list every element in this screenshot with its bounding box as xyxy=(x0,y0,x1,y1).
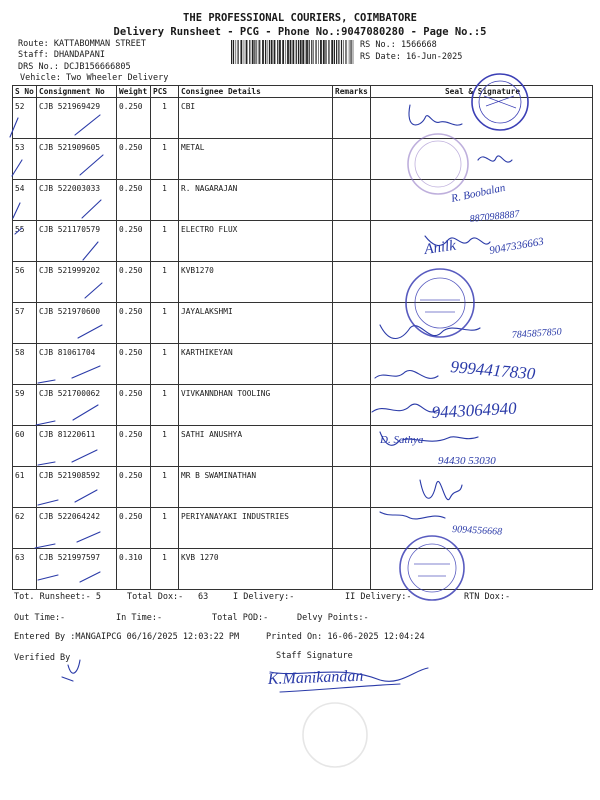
remarks-cell xyxy=(333,385,371,426)
delivery-table xyxy=(12,85,593,590)
seal-signature-cell xyxy=(371,262,593,303)
pieces-cell: 1 xyxy=(151,549,179,590)
out-time-label: Out Time:- xyxy=(14,613,66,623)
barcode-bar xyxy=(287,40,289,64)
barcode-bar xyxy=(334,40,335,64)
seal-signature-cell xyxy=(371,467,593,508)
total-runsheet: Tot. Runsheet:- 5 xyxy=(14,592,101,602)
col-header-pcs: PCS xyxy=(151,86,179,98)
table-row xyxy=(13,385,593,426)
pieces-cell: 1 xyxy=(151,303,179,344)
barcode-bar xyxy=(236,40,237,64)
rs-date: RS Date: 16-Jun-2025 xyxy=(360,52,463,62)
consignment-number-cell: CJB 521700062 xyxy=(37,385,117,426)
barcode-bar xyxy=(323,40,325,64)
pieces-cell: 1 xyxy=(151,467,179,508)
weight-cell: 0.310 xyxy=(117,549,151,590)
seal-signature-cell xyxy=(371,98,593,139)
barcode-bar xyxy=(254,40,255,64)
remarks-cell xyxy=(333,303,371,344)
barcode-bar xyxy=(249,40,250,64)
seal-signature-cell xyxy=(371,549,593,590)
handwritten-name-60: D. Sathya xyxy=(380,434,424,446)
remarks-cell xyxy=(333,508,371,549)
table-row xyxy=(13,549,593,590)
seal-signature-cell xyxy=(371,426,593,467)
col-header-remarks: Remarks xyxy=(333,86,371,98)
barcode-bar xyxy=(305,40,306,64)
barcode-bar xyxy=(292,40,294,64)
table-row xyxy=(13,426,593,467)
barcode-bar xyxy=(313,40,314,64)
barcode-bar xyxy=(328,40,329,64)
barcode-bar xyxy=(265,40,266,64)
handwritten-phone-55: 9047336663 xyxy=(488,235,545,257)
serial-number-cell: 58 xyxy=(13,344,37,385)
stamp-seal xyxy=(303,703,367,767)
handwritten-name-54: R. Boobalan xyxy=(450,181,507,205)
weight-cell: 0.250 xyxy=(117,139,151,180)
barcode-bar xyxy=(320,40,322,64)
serial-number-cell: 55 xyxy=(13,221,37,262)
consignee-cell: PERIYANAYAKI INDUSTRIES xyxy=(179,508,333,549)
serial-number-cell: 63 xyxy=(13,549,37,590)
barcode-bar xyxy=(341,40,342,64)
barcode-bar xyxy=(238,40,239,64)
serial-number-cell: 62 xyxy=(13,508,37,549)
consignee-cell: KARTHIKEYAN xyxy=(179,344,333,385)
runsheet-title: Delivery Runsheet - PCG - Phone No.:9047080280 - Page No.:5 xyxy=(113,26,487,38)
consignee-cell: JAYALAKSHMI xyxy=(179,303,333,344)
serial-number-cell: 53 xyxy=(13,139,37,180)
barcode-bar xyxy=(244,40,245,64)
pieces-cell: 1 xyxy=(151,221,179,262)
weight-cell: 0.250 xyxy=(117,344,151,385)
seal-signature-cell xyxy=(371,344,593,385)
col-header-sno: S No xyxy=(13,86,37,98)
barcode-bar xyxy=(252,40,254,64)
total-dox-label: Total Dox:- xyxy=(127,592,184,602)
table-row xyxy=(13,303,593,344)
table-row xyxy=(13,180,593,221)
barcode-bar xyxy=(346,40,347,64)
consignment-number-cell: CJB 521969429 xyxy=(37,98,117,139)
barcode-bar xyxy=(290,40,292,64)
weight-cell: 0.250 xyxy=(117,508,151,549)
barcode-bar xyxy=(345,40,346,64)
remarks-cell xyxy=(333,180,371,221)
weight-cell: 0.250 xyxy=(117,303,151,344)
barcode-bar xyxy=(309,40,310,64)
table-row xyxy=(13,508,593,549)
barcode-bar xyxy=(318,40,319,64)
seal-signature-cell xyxy=(371,508,593,549)
barcode-bar xyxy=(258,40,259,64)
table-row xyxy=(13,467,593,508)
handwritten-name-55: Anilk xyxy=(423,237,457,258)
barcode-bar xyxy=(311,40,312,64)
barcode-bar xyxy=(269,40,270,64)
consignment-number-cell: CJB 521908592 xyxy=(37,467,117,508)
consignee-cell: MR B SWAMINATHAN xyxy=(179,467,333,508)
barcode-bar xyxy=(306,40,308,64)
seal-signature-cell xyxy=(371,303,593,344)
consignee-cell: SATHI ANUSHYA xyxy=(179,426,333,467)
barcode-bar xyxy=(279,40,281,64)
table-header-row xyxy=(13,86,593,98)
barcode-bar xyxy=(298,40,299,64)
consignee-cell: KVB 1270 xyxy=(179,549,333,590)
consignment-number-cell: CJB 522003033 xyxy=(37,180,117,221)
barcode-bar xyxy=(267,40,268,64)
col-header-weight: Weight xyxy=(117,86,151,98)
remarks-cell xyxy=(333,262,371,303)
seal-signature-cell xyxy=(371,180,593,221)
remarks-cell xyxy=(333,344,371,385)
remarks-cell xyxy=(333,426,371,467)
consignment-number-cell: CJB 81220611 xyxy=(37,426,117,467)
rtn-dox-label: RTN Dox:- xyxy=(464,592,511,602)
signature-scribble xyxy=(270,668,428,692)
total-pod-label: Total POD:- xyxy=(212,613,269,623)
barcode-bar xyxy=(353,40,354,64)
consignment-number-cell: CJB 521970600 xyxy=(37,303,117,344)
barcode-bar xyxy=(282,40,284,64)
barcode-bar xyxy=(274,40,276,64)
barcode-bar xyxy=(349,40,350,64)
remarks-cell xyxy=(333,221,371,262)
consignment-number-cell: CJB 81061704 xyxy=(37,344,117,385)
entered-by: Entered By :MANGAIPCG 06/16/2025 12:03:22 PM xyxy=(14,632,240,642)
serial-number-cell: 56 xyxy=(13,262,37,303)
barcode-bar xyxy=(233,40,234,64)
rs-number: RS No.: 1566668 xyxy=(360,40,437,50)
barcode-bar xyxy=(271,40,273,64)
barcode-bar xyxy=(343,40,344,64)
handwritten-staff-signature: K.Manikandan xyxy=(267,667,364,688)
in-time-label: In Time:- xyxy=(116,613,163,623)
consignee-cell: KVB1270 xyxy=(179,262,333,303)
pieces-cell: 1 xyxy=(151,344,179,385)
remarks-cell xyxy=(333,139,371,180)
serial-number-cell: 60 xyxy=(13,426,37,467)
table-row xyxy=(13,98,593,139)
verified-by-label: Verified By xyxy=(14,653,71,663)
barcode-bar xyxy=(246,40,248,64)
seal-signature-cell xyxy=(371,139,593,180)
consignment-number-cell: CJB 521997597 xyxy=(37,549,117,590)
col-header-consignee: Consignee Details xyxy=(179,86,333,98)
barcode-bar xyxy=(231,40,232,64)
pieces-cell: 1 xyxy=(151,508,179,549)
ii-delivery-label: II Delivery:- xyxy=(345,592,412,602)
remarks-cell xyxy=(333,467,371,508)
pieces-cell: 1 xyxy=(151,180,179,221)
seal-signature-cell xyxy=(371,221,593,262)
handwritten-phone-59: 9443064940 xyxy=(431,398,518,422)
barcode-bar xyxy=(315,40,316,64)
barcode-bar xyxy=(350,40,351,64)
handwritten-phone-58: 9994417830 xyxy=(449,357,536,384)
col-header-consignment: Consignment No xyxy=(37,86,117,98)
consignee-cell: VIVKANNDHAN TOOLING xyxy=(179,385,333,426)
total-dox-value: 63 xyxy=(198,592,209,602)
vehicle-label: Vehicle: Two Wheeler Delivery xyxy=(20,73,169,83)
col-header-seal-signature: Seal & Signature xyxy=(371,86,593,98)
barcode-bar xyxy=(325,40,326,64)
i-delivery-label: I Delivery:- xyxy=(233,592,295,602)
consignment-number-cell: CJB 522064242 xyxy=(37,508,117,549)
weight-cell: 0.250 xyxy=(117,180,151,221)
handwritten-phone-62: 9094556668 xyxy=(451,524,503,538)
weight-cell: 0.250 xyxy=(117,467,151,508)
barcode-bar xyxy=(296,40,297,64)
remarks-cell xyxy=(333,98,371,139)
weight-cell: 0.250 xyxy=(117,385,151,426)
handwritten-phone-60: 94430 53030 xyxy=(438,455,496,467)
pieces-cell: 1 xyxy=(151,262,179,303)
route-label: Route: KATTABOMMAN STREET xyxy=(18,39,146,49)
serial-number-cell: 54 xyxy=(13,180,37,221)
consignee-cell: ELECTRO FLUX xyxy=(179,221,333,262)
serial-number-cell: 59 xyxy=(13,385,37,426)
consignment-number-cell: CJB 521170579 xyxy=(37,221,117,262)
barcode-bar xyxy=(277,40,278,64)
barcode-bar xyxy=(336,40,337,64)
weight-cell: 0.250 xyxy=(117,426,151,467)
table-row xyxy=(13,262,593,303)
barcode-bar xyxy=(285,40,286,64)
barcode-bar xyxy=(259,40,260,64)
printed-on: Printed On: 16-06-2025 12:04:24 xyxy=(266,632,425,642)
barcode-bar xyxy=(338,40,339,64)
staff-label: Staff: DHANDAPANI xyxy=(18,50,105,60)
signature-scribble xyxy=(62,660,80,681)
barcode-bar xyxy=(300,40,302,64)
consignment-number-cell: CJB 521999202 xyxy=(37,262,117,303)
consignment-number-cell: CJB 521909605 xyxy=(37,139,117,180)
consignee-cell: R. NAGARAJAN xyxy=(179,180,333,221)
table-row xyxy=(13,344,593,385)
serial-number-cell: 52 xyxy=(13,98,37,139)
barcode-bar xyxy=(302,40,304,64)
delivery-points-label: Delvy Points:- xyxy=(297,613,369,623)
pieces-cell: 1 xyxy=(151,385,179,426)
weight-cell: 0.250 xyxy=(117,262,151,303)
table-row xyxy=(13,139,593,180)
handwritten-phone-57: 7845857850 xyxy=(511,326,563,341)
serial-number-cell: 61 xyxy=(13,467,37,508)
serial-number-cell: 57 xyxy=(13,303,37,344)
barcode-bar xyxy=(331,40,333,64)
pieces-cell: 1 xyxy=(151,426,179,467)
pieces-cell: 1 xyxy=(151,139,179,180)
drs-number: DRS No.: DCJB156666805 xyxy=(18,62,131,72)
consignee-cell: CBI xyxy=(179,98,333,139)
weight-cell: 0.250 xyxy=(117,98,151,139)
pieces-cell: 1 xyxy=(151,98,179,139)
barcode xyxy=(230,40,355,64)
table-row xyxy=(13,221,593,262)
barcode-bar xyxy=(262,40,264,64)
barcode-bar xyxy=(256,40,257,64)
company-title: THE PROFESSIONAL COURIERS, COIMBATORE xyxy=(183,12,417,24)
barcode-bar xyxy=(240,40,242,64)
seal-signature-cell xyxy=(371,385,593,426)
consignee-cell: METAL xyxy=(179,139,333,180)
remarks-cell xyxy=(333,549,371,590)
staff-signature-label: Staff Signature xyxy=(276,651,353,661)
weight-cell: 0.250 xyxy=(117,221,151,262)
handwritten-phone-54: 8870988887 xyxy=(469,208,521,225)
